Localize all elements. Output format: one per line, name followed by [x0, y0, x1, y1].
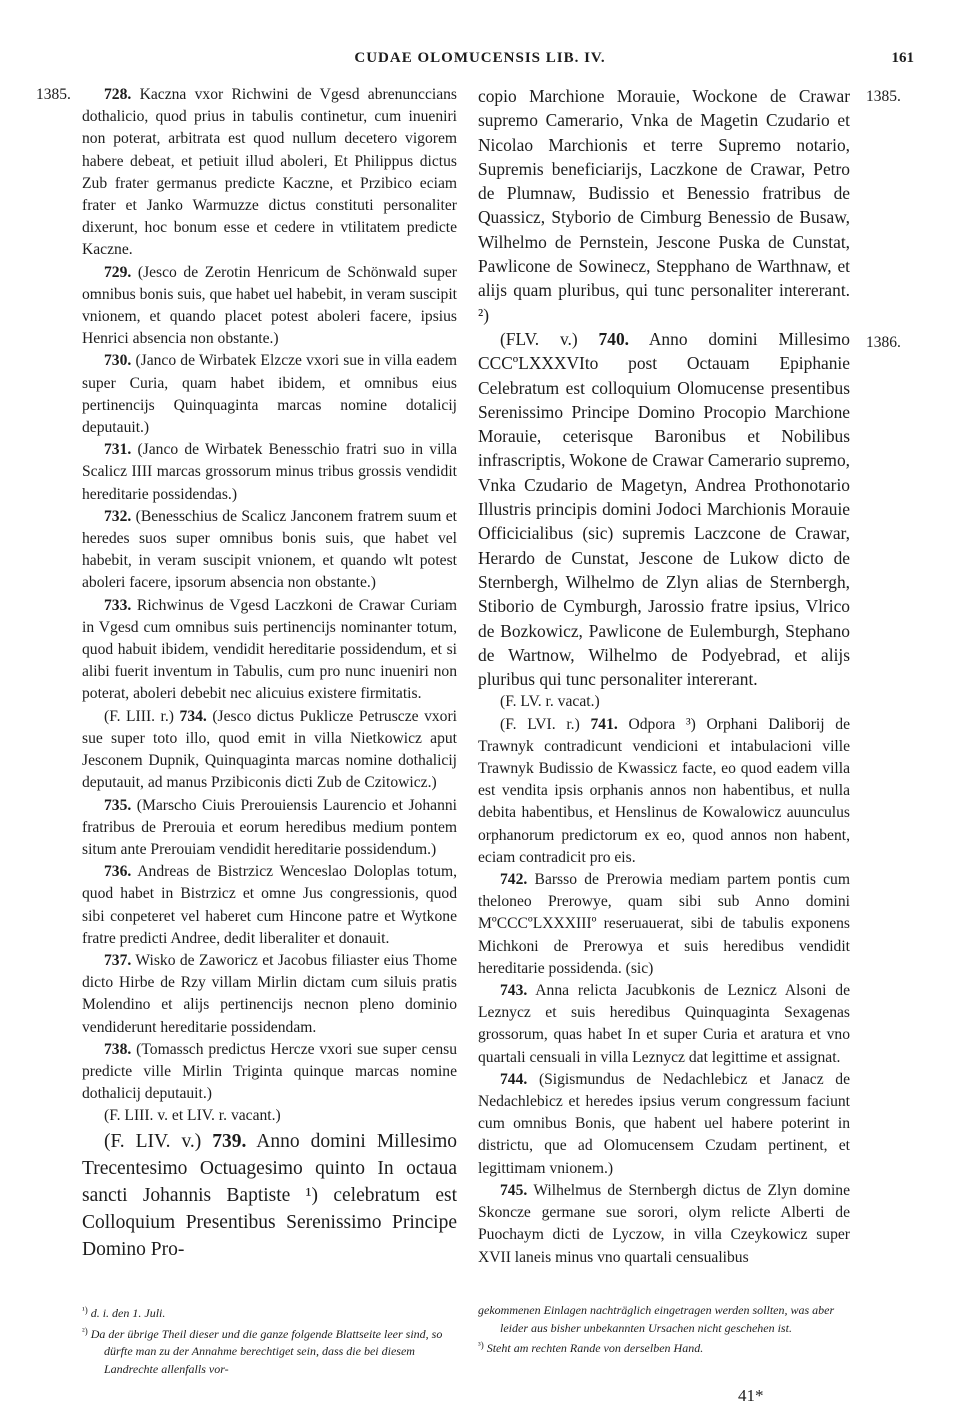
- entry-733: 733. Richwinus de Vgesd Laczkoni de Crawar Curiam in Vgesd cum omnibus suis pertinencijs nominanter totum, quod habuit ibidem, vendidit hereditarie possidendum, et si alibi fuerit inventum in Tabulis, cum pro nunc inueniri non poterat, aboleri debebit nec alicuius existere firmitatis.: [82, 596, 457, 703]
- entry-741: (F. LVI. r.) 741. Odpora ³) Orphani Daliborij de Trawnyk contradicunt vendicioni et intabulacioni ville Trawnyk Budissio de Kwassicz facte, eo quod eadem villa est vendita ipsis orphanis annos non habentibus, et nulla debita habentibus, et Henslinus de Kowalowicz auunculus orphanorum predictorum ex eo, quod annos non habent, eciam contradicit pro eis.: [478, 715, 851, 866]
- margin-year-right-1385: 1385.: [866, 88, 901, 105]
- entry-739: (F. LIV. v.) 739. Anno domini Millesimo Trecentesimo Octuagesimo quinto In octaua sancti Johannis Baptiste ¹) celebratum est Colloquium Presentibus Serenissimo Principe Domino Pro-: [82, 1130, 457, 1260]
- right-column: [478, 84, 850, 1269]
- left-column: [82, 84, 457, 1263]
- page-title: CUDAE OLOMUCENSIS LIB. IV.: [354, 50, 606, 66]
- entry-742: 742. Barsso de Prerowia mediam partem pontis cum theloneo Prerowye, quam sibi sub Anno domini MºCCCºLXXXIIIº reseruauerat, sibi de tabulis exponens Michkoni de Prerowya et suis heredibus vendidit hereditarie possidenda. (sic): [478, 871, 850, 977]
- entry-736: 736. Andreas de Bistrzicz Wenceslao Doloplas totum, quod habet in Bistrzicz et omne Jus congressionis, quod sibi conpeteret vel haberet cum Hincone patre et Wytkone fratre predicti Andree, dedit liberaliter et donauit.: [82, 863, 457, 947]
- entry-731: 731. (Janco de Wirbatek Benesschio fratri suo in villa Scalicz IIII marcas grossorum minus tribus grossis vendidit hereditarie possidendas.): [82, 441, 457, 503]
- entry-738: 738. (Tomassch predictus Hercze vxori sue super censu predicte ville Mirlin Triginta quinque marcas nomine dothalicij deputauit.): [82, 1040, 457, 1103]
- entry-745: 745. Wilhelmus de Sternbergh dictus de Zlyn domine Skoncze germane sue sorori, olym relicte Alberti de Puochaym dicti de Lyczow, in villa Czeykowicz super XVII laneis minus vno quartali censualibus: [478, 1181, 850, 1266]
- signature-mark: 41*: [738, 1386, 764, 1405]
- footnote-2-continued: gekommenen Einlagen nachträglich eingetragen werden sollten, was aber leider aus bisher unbekannten Ursachen nicht geschehen ist.: [478, 1303, 835, 1335]
- folio-note-vacant: (F. LIII. v. et LIV. r. vacant.): [104, 1107, 281, 1125]
- footnotes-right: [478, 1302, 850, 1358]
- footnotes-left: [82, 1302, 457, 1378]
- page-number: 161: [891, 50, 914, 66]
- running-head: [0, 50, 960, 74]
- margin-year-right-1386: 1386.: [866, 334, 901, 351]
- footnote-1: $^{^1)}$ d. i. den 1. Juli.: [82, 1305, 166, 1320]
- entry-744: 744. (Sigismundus de Nedachlebicz et Janacz de Nedachlebicz et heredes ipsius verum congressum faciunt cum omnibus Bonis, que habent uel habere poterint in districtu, que ad Olomucensem Czudam pertinent, et legittimam vnionem.): [478, 1070, 850, 1177]
- entry-728: 728. Kaczna vxor Richwini de Vgesd abrenunccians dothalicio, quod prius in tabulis continetur, cum inueniri non poterat, arbitrata est quod nullum decetero vigorem habere debeat, et petiuit illud aboleri, Et Philippus dictus Zub frater germanus predicte Kaczne, et Przibico eciam frater et Janko Warmuzze dictus constituti personaliter dixerunt, hoc bonum esse et cedere in vtilitatem predicte Kaczne.: [82, 86, 457, 259]
- entry-737: 737. Wisko de Zaworicz et Jacobus filiaster eius Thome dicto Hirbe de Rzy villam Mirlin dictam cum siluis pratis Molendino et alijs pertinencijs necnon pleno dominio vendiderunt hereditarie possidendam.: [82, 951, 457, 1036]
- footnote-2: $^{^2)}$ Da der übrige Theil dieser und die ganze folgende Blattseite leer sind, so dürfte man zu der Annahme berechtiget sein, dass die bei diesem Landrechte allenfalls vor-: [82, 1325, 443, 1376]
- margin-year-left: 1385.: [36, 86, 71, 103]
- entry-735: 735. (Marscho Ciuis Prerouiensis Laurencio et Johanni fratribus de Prerouia et eorum heredibus medium pontem situm ante Prerouiam vendidit hereditarie possidendum.): [82, 796, 457, 858]
- footnote-3: $^{^3)}$ Steht am rechten Rande von derselben Hand.: [478, 1340, 704, 1355]
- entry-730: 730. (Janco de Wirbatek Elzcze vxori sue in villa eadem super Curia, quam habet ibidem, et omnibus eius pertinencijs Quinquaginta marcas nomine dotalicij deputauit.): [82, 352, 457, 437]
- entry-739-continued: copio Marchione Morauie, Wockone de Crawar supremo Camerario, Vnka de Magetin Czudario et Nicolao Marchionis et terre Supremo notario, Supremis beneficiarijs, Laczkone de Crawar, Petro de Plumnaw, Budissio et Benessio fratribus de Quassicz, Styborio de Cimburg Benessio de Busaw, Wilhelmo de Pernstein, Jescone Puska de Cunstat, Pawlicone de Sowinecz, Stepphano de Warthnaw, et alijs quam pluribus, qui tunc personaliter intererant. ²): [478, 86, 850, 325]
- entry-743: 743. Anna relicta Jacubkonis de Leznicz Alsoni de Leznycz et suis heredibus Quinquaginta Sexagenas grossorum, quas habet In et super Curia et aratura et vno quartali censuali in villa Leznycz dat legittime et assignat.: [478, 982, 850, 1066]
- entry-729: 729. (Jesco de Zerotin Henricum de Schönwald super omnibus bonis suis, que habet uel habebit, in veram suscipit vnionem, et quando placet potest aboleri facere, ipsius Henrici absencia non obstante.): [82, 263, 457, 348]
- entry-740: (FLV. v.) 740. Anno domini Millesimo CCCºLXXXVIto post Octauam Epiphanie Celebratum est colloquium Olomucense presentibus Serenissimo Principe Domino Procopio Marchione Morauie, ceterisque Baronibus et Nobilibus infrascriptis, Wokone de Crawar Camerario supremo, Vnka Czudario de Magetyn, Andrea Prothonotario Illustris principis domini Jodoci Marchionis Morauie Officicialibus (sic) supremis Laczcone de Crawar, Herardo de Cunstat, Jescone de Lukow dicto de Sternbergh, Wilhelmo de Zlyn alias de Sternbergh, Stiborio de Cymburgh, Jarossio fratre ipsius, Vlrico de Bozkowicz, Pawlicone de Eulemburgh, Stephano de Wartnow, Wilhelmo de Podyebrad, et alijs pluribus qui tunc personaliter intererant.: [478, 328, 850, 690]
- entry-732: 732. (Benesschius de Scalicz Janconem fratrem suum et heredes suos super omnibus bonis suis, que habet vel habebit, in veram suscipit vnionem, et quando wlt potest aboleri facere, ipsorum absencia non obstante.): [82, 507, 457, 592]
- folio-note-lv: (F. LV. r. vacat.): [500, 693, 600, 711]
- entry-734: (F. LIII. r.) 734. (Jesco dictus Puklicze Petruscze vxori sue super toto illo, quod emit in villa Nietkowicz aput Jesconem Dupnik, Quinquaginta marcas nomine dothalicij deputauit, ad manus Przibiconis dicti Zub de Czitowicz.): [82, 707, 457, 792]
